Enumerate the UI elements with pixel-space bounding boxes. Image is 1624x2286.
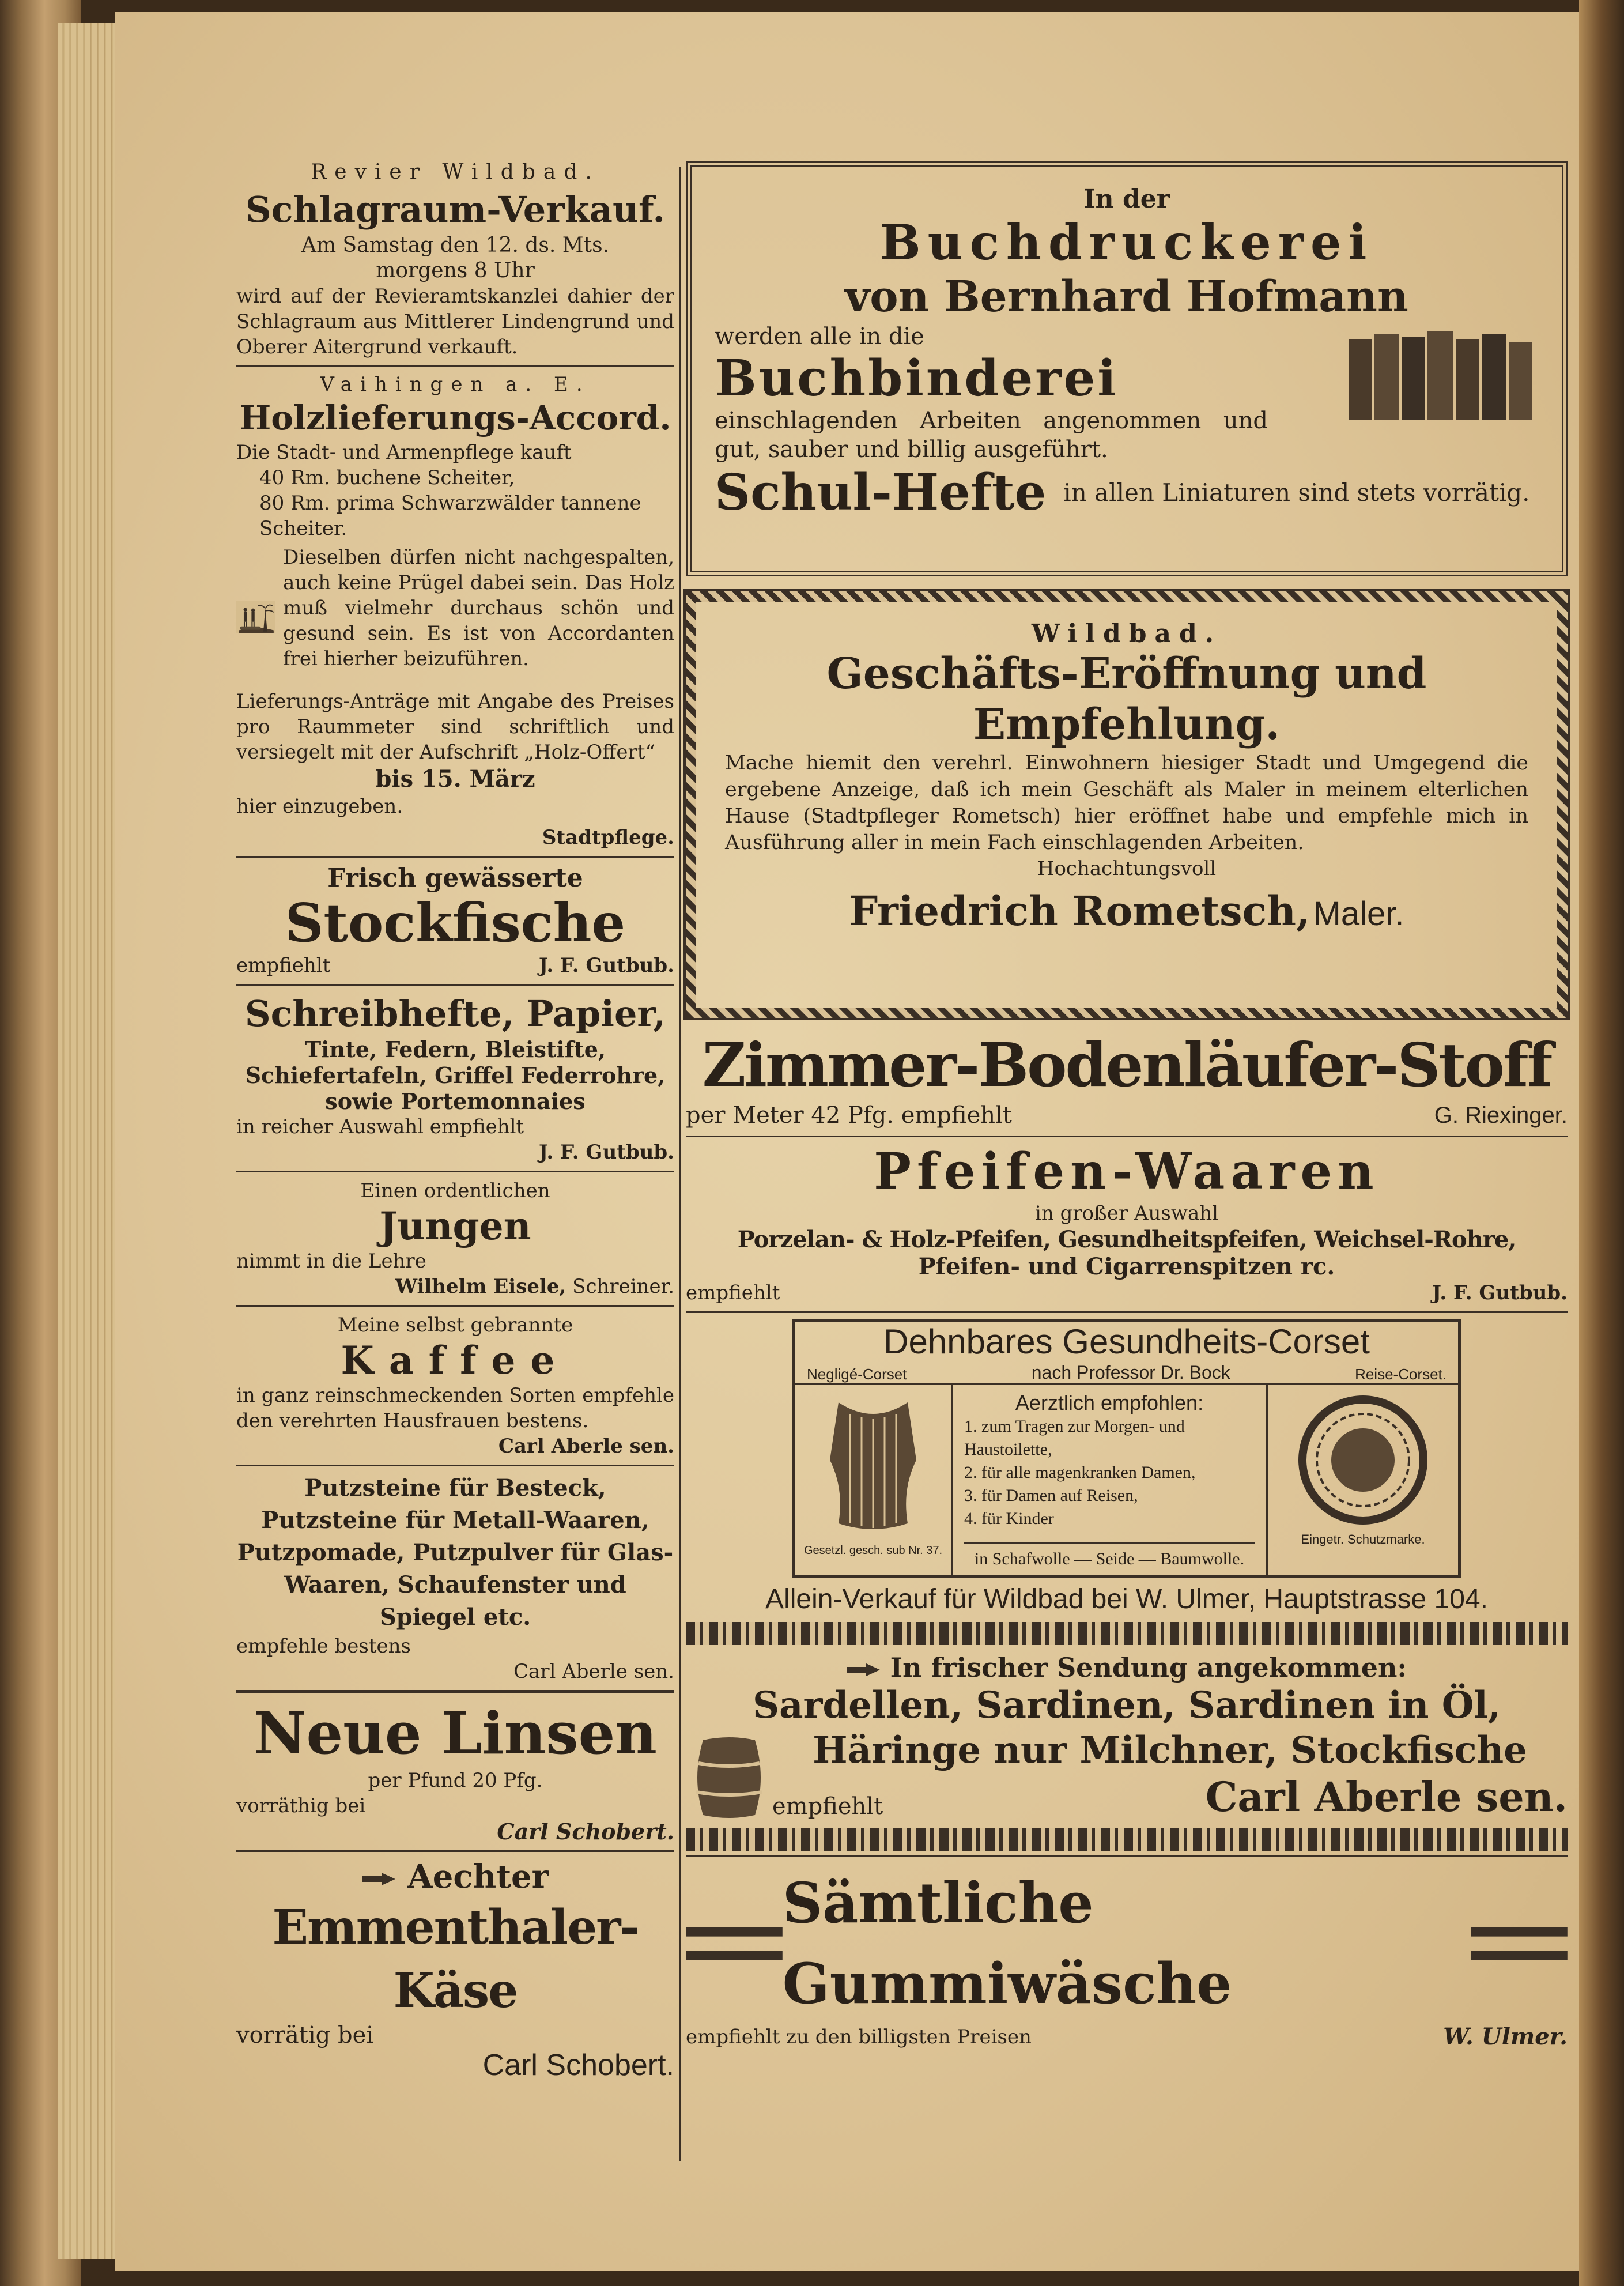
ad-signer: Wilhelm Eisele, — [395, 1275, 566, 1298]
ad-tail: hier einzugeben. — [236, 795, 403, 818]
ad-line: Pfeifen- und Cigarrenspitzen rc. — [918, 1253, 1335, 1280]
page-stack-edges — [58, 23, 121, 2259]
ad-jungen — [236, 1176, 674, 1302]
ad-text: Mache hiemit den verehrl. Einwohnern hiesiger Stadt und Umgegend die ergebene Anzeige, daß ich mein Geschäft als Maler in meinem elterlichen Hause (Stadtpfleger Rometsch) hier eröffnet habe und empfehle mich in Ausführung aller in mein Fach einschlagenden Arbeiten. — [725, 752, 1528, 854]
ad-text: Putzsteine für Besteck, Putzsteine für Metall-Waaren, Putzpomade, Putzpulver für Glas-Waaren, Schaufenster und Spiegel etc. — [237, 1474, 674, 1631]
ad-title: Zimmer-Bodenläufer-Stoff — [702, 1029, 1551, 1100]
ad-signer: G. Riexinger. — [1434, 1103, 1568, 1128]
ad-left: per Meter 42 Pfg. empfiehlt — [686, 1102, 1012, 1129]
ad-left: empfiehlt — [236, 954, 331, 977]
ad-line: sowie Portemonnaies — [325, 1088, 586, 1114]
ad-heading: Aerztlich empfohlen: — [1015, 1391, 1204, 1414]
ad-title: Buchdruckerei — [879, 214, 1374, 271]
ad-right: Reise-Corset. — [1355, 1365, 1447, 1383]
ad-title: Neue Linsen — [254, 1699, 657, 1767]
ad-line: in großer Auswahl — [1034, 1202, 1218, 1225]
ad-role: Maler. — [1313, 895, 1404, 933]
ad-signer: Carl Schobert. — [497, 1819, 674, 1844]
corset-materials: in Schafwolle — Seide — Baumwolle. — [964, 1542, 1255, 1569]
left-column — [236, 156, 674, 2085]
column-divider — [679, 167, 681, 2161]
ad-title: Dehnbares Gesundheits-Corset — [883, 1322, 1370, 1361]
ad-title: Pfeifen-Waaren — [874, 1142, 1380, 1201]
ad-sardellen — [686, 1650, 1568, 1823]
ornamental-border — [686, 1828, 1568, 1851]
ad-stockfische — [236, 861, 674, 980]
bar-ornament-icon — [1471, 1915, 1568, 1972]
corset-footer: Allein-Verkauf für Wildbad bei W. Ulmer, Hauptstrasse 104. — [765, 1584, 1488, 1614]
corset-item: 2. für alle magenkranken Damen, — [964, 1463, 1196, 1482]
ad-hefte: Schul-Hefte — [715, 463, 1047, 522]
ad-signer: Carl Aberle sen. — [1205, 1773, 1568, 1821]
corset-item: 4. für Kinder — [964, 1509, 1054, 1528]
ad-signer: Carl Schobert. — [482, 2049, 674, 2082]
ad-text: Lieferungs-Anträge mit Angabe des Preises pro Raummeter sind schriftlich und versiegelt mit der Aufschrift „Holz-Offert“ — [236, 690, 674, 764]
ad-title: Schlagraum-Verkauf. — [245, 188, 666, 231]
bar-ornament-icon — [686, 1915, 783, 1972]
ad-left: empfiehlt — [772, 1793, 883, 1820]
trademark-seal-icon — [1294, 1391, 1432, 1529]
ad-top: Meine selbst gebrannte — [337, 1314, 573, 1337]
ad-top: Einen ordentlichen — [360, 1179, 550, 1202]
ad-line: Häringe nur Milchner, Stockfische — [813, 1729, 1527, 1772]
ad-kaese — [236, 1855, 674, 2085]
divider — [686, 1311, 1568, 1313]
divider — [686, 1136, 1568, 1137]
corset-item: 1. zum Tragen zur Morgen- und Haustoilette, — [964, 1417, 1185, 1459]
divider — [236, 1305, 674, 1307]
ad-line: vorrätig bei — [236, 2022, 374, 2049]
divider — [236, 1690, 674, 1693]
ad-putz — [236, 1470, 674, 1687]
pointing-hand-icon — [847, 1662, 881, 1677]
ad-top: Frisch gewässerte — [327, 863, 583, 893]
ad-signer: J. F. Gutbub. — [1432, 1281, 1568, 1304]
ad-place: Wildbad. — [1031, 619, 1222, 648]
ad-line: 80 Rm. prima Schwarzwälder tannene Scheiter. — [259, 492, 641, 540]
ad-line: vorräthig bei — [236, 1794, 366, 1817]
ad-top: Aechter — [407, 1858, 549, 1896]
ad-left: empfiehlt zu den billigsten Preisen — [686, 2025, 1032, 2049]
ad-corset — [686, 1316, 1568, 1617]
ad-title: Schreibhefte, Papier, — [244, 993, 666, 1035]
ad-deadline: bis 15. März — [375, 765, 535, 793]
ad-line: Porzelan- & Holz-Pfeifen, Gesundheitspfeifen, Weichsel-Rohre, — [737, 1226, 1516, 1253]
ad-date: Am Samstag den 12. ds. Mts. — [301, 233, 610, 257]
ad-line: in reicher Auswahl empfiehlt — [236, 1115, 524, 1138]
ad-title: Emmenthaler-Käse — [272, 1900, 639, 2019]
divider — [236, 984, 674, 986]
ad-zimmer-bodenlaeufer — [686, 1027, 1568, 1132]
ad-mid: nach Professor Dr. Bock — [1031, 1362, 1230, 1383]
ad-title2: Empfehlung. — [973, 700, 1281, 749]
ad-place: Vaihingen a. E. — [320, 373, 591, 396]
ad-kaffee — [236, 1310, 674, 1461]
divider — [236, 856, 674, 858]
ad-pfeifen — [686, 1141, 1568, 1308]
ad-signer: Friedrich Rometsch, — [849, 887, 1310, 935]
divider — [686, 1855, 1568, 1857]
ad-big: Buchbinderei — [715, 349, 1119, 408]
ad-title: Stockfische — [285, 892, 626, 954]
corset-item: 3. für Damen auf Reisen, — [964, 1486, 1138, 1505]
ad-line: Tinte, Federn, Bleistifte, — [304, 1036, 606, 1062]
ad-text: in ganz reinschmeckenden Sorten empfehle den verehrten Hausfrauen bestens. — [236, 1384, 674, 1432]
ad-text: in allen Liniaturen sind stets vorrätig. — [1063, 478, 1530, 507]
corset-caption: Gesetzl. gesch. sub Nr. 37. — [803, 1544, 943, 1557]
divider — [236, 1465, 674, 1466]
ad-signer: J. F. Gutbub. — [538, 1141, 674, 1164]
ad-line: In frischer Sendung angekommen: — [890, 1652, 1407, 1683]
ad-text: wird auf der Revieramtskanzlei dahier der Schlagraum aus Mittlerer Lindengrund und Oberer Aitergrund verkauft. — [236, 285, 674, 359]
ad-signer: W. Ulmer. — [1443, 2023, 1568, 2050]
ad-line: In der — [1083, 184, 1170, 214]
divider — [236, 365, 674, 367]
ad-left: empfiehlt — [686, 1281, 780, 1304]
right-column — [686, 161, 1568, 2052]
woodcutters-illustration — [236, 545, 275, 689]
ad-title: Sämtliche Gummiwäsche — [782, 1870, 1232, 2016]
ad-geschaeftseroeffnung — [686, 591, 1568, 1018]
ad-schreibhefte — [236, 989, 674, 1167]
corset-illustration — [815, 1391, 931, 1541]
books-illustration — [1343, 322, 1539, 426]
ad-line: 40 Rm. buchene Scheiter, — [259, 466, 515, 489]
ad-line: empfehle bestens — [236, 1635, 411, 1658]
divider — [236, 1850, 674, 1852]
ad-title: Jungen — [379, 1204, 531, 1248]
ad-left: Negligé-Corset — [807, 1365, 907, 1383]
ad-role: Schreiner. — [572, 1275, 674, 1298]
ornamental-border — [686, 1622, 1568, 1645]
ad-schlagraum — [236, 156, 674, 362]
ad-line: nimmt in die Lehre — [236, 1250, 426, 1273]
ad-signer: Stadtpflege. — [542, 826, 674, 849]
pointing-hand-icon — [362, 1872, 396, 1887]
ad-linsen — [236, 1696, 674, 1847]
ad-buchdruckerei — [686, 161, 1568, 576]
ad-text: Dieselben dürfen nicht nachgespalten, auch keine Prügel dabei sein. Das Holz muß vielmehr durchaus schön und gesund sein. Es ist von Accordanten frei hierher beizuführen. — [283, 546, 674, 670]
book-gutter — [1579, 0, 1624, 2286]
ad-line: Sardellen, Sardinen, Sardinen in Öl, — [752, 1684, 1501, 1727]
ad-holzlieferung — [236, 371, 674, 852]
ad-signer: Carl Aberle sen. — [513, 1660, 674, 1683]
ad-line: Schiefertafeln, Griffel Federrohre, — [245, 1062, 666, 1088]
barrel-icon — [686, 1734, 772, 1821]
ad-signer: Carl Aberle sen. — [498, 1435, 674, 1458]
ad-line: werden alle in die — [715, 323, 924, 350]
divider — [236, 1171, 674, 1172]
ad-time: morgens 8 Uhr — [376, 259, 535, 282]
ad-line: Die Stadt- und Armenpflege kauft — [236, 441, 572, 464]
ad-closing: Hochachtungsvoll — [1037, 857, 1217, 880]
ad-title2: von Bernhard Hofmann — [845, 272, 1408, 322]
ad-title: Geschäfts-Eröffnung und — [826, 649, 1427, 699]
ad-title: Kaffee — [341, 1338, 570, 1383]
ad-gummiwaesche — [686, 1861, 1568, 2052]
ad-place: Revier Wildbad. — [311, 160, 600, 184]
ad-text: einschlagenden Arbeiten angenommen und gut, sauber und billig ausgeführt. — [715, 408, 1268, 463]
ad-signer: J. F. Gutbub. — [538, 954, 674, 977]
trademark-caption: Eingetr. Schutzmarke. — [1301, 1532, 1425, 1546]
ad-title: Holzlieferungs-Accord. — [239, 398, 671, 437]
ad-price: per Pfund 20 Pfg. — [368, 1769, 543, 1792]
